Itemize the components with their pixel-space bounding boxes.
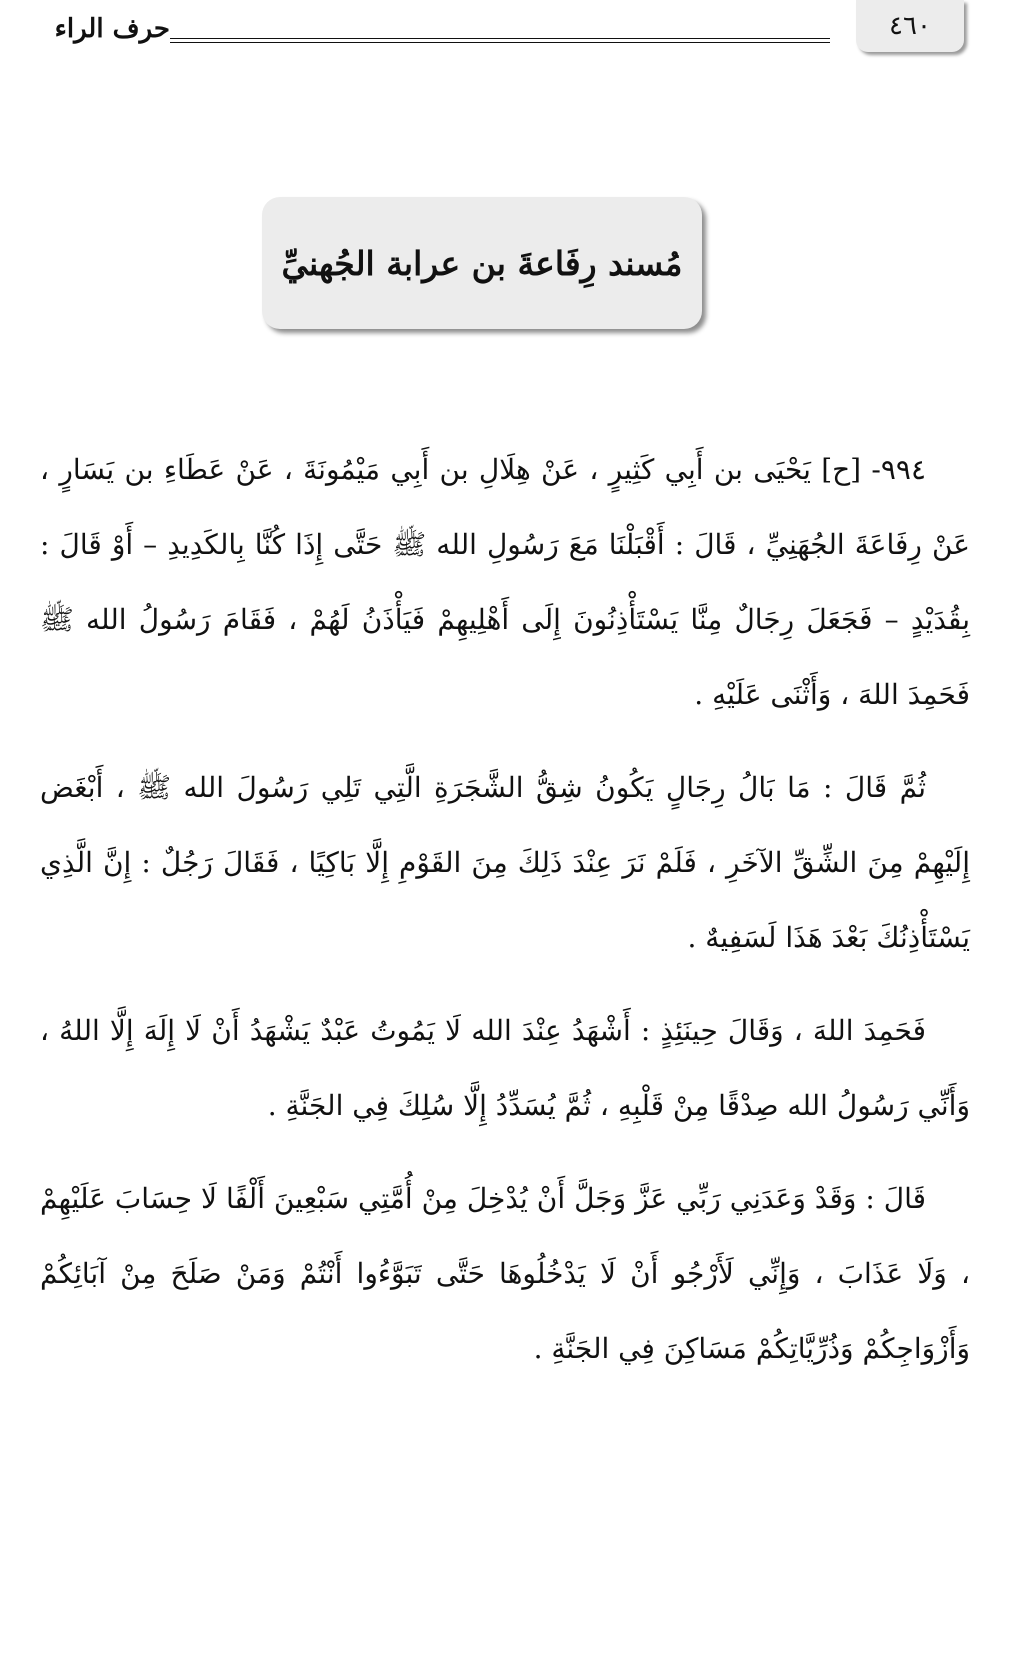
hadith-paragraph-3: فَحَمِدَ اللهَ ، وَقَالَ حِينَئِذٍ : أَشْهَدُ عِنْدَ الله لَا يَمُوتُ عَبْدٌ يَشْهَدُ أَنْ لَا إِلَهَ إِلَّا اللهُ ، وَأَنِّي رَسُولُ الله صِدْقًا مِنْ قَلْبِهِ ، ثُمَّ يُسَدِّدُ إِلَّا سُلِكَ فِي الجَنَّةِ . [40, 1014, 970, 1122]
header-double-rule [170, 38, 830, 39]
hadith-paragraph-4: قَالَ : وَقَدْ وَعَدَنِي رَبِّي عَزَّ وَجَلَّ أَنْ يُدْخِلَ مِنْ أُمَّتِي سَبْعِينَ أَلْفًا لَا حِسَابَ عَلَيْهِمْ ، وَلَا عَذَابَ ، وَإِنِّي لَأَرْجُو أَنْ لَا يَدْخُلُوهَا حَتَّى تَبَوَّءُوا أَنْتُمْ وَمَنْ صَلَحَ مِنْ آبَائِكُمْ وَأَزْوَاجِكُمْ وَذُرِّيَّاتِكُمْ مَسَاكِنَ فِي الجَنَّةِ . [40, 1182, 970, 1365]
page-number: ٤٦٠ [889, 11, 931, 41]
running-title: حرف الراء [54, 14, 170, 44]
section-title-box [262, 197, 702, 329]
hadith-text [40, 432, 970, 1404]
page-header [30, 0, 970, 60]
paragraph-text: [ح] يَحْيَى بن أَبِي كَثِيرٍ ، عَنْ هِلَالِ بن أَبِي مَيْمُونَةَ ، عَنْ عَطَاءِ بن يَسَارٍ ، عَنْ رِفَاعَةَ الجُهَنِيِّ ، قَالَ : أَقْبَلْنَا مَعَ رَسُولِ الله ﷺ حَتَّى إِذَا كُنَّا بِالكَدِيدِ – أَوْ قَالَ : بِقُدَيْدٍ – فَجَعَلَ رِجَالٌ مِنَّا يَسْتَأْذِنُونَ إِلَى أَهْلِيهِمْ فَيَأْذَنُ لَهُمْ ، فَقَامَ رَسُولُ الله ﷺ فَحَمِدَ اللهَ ، وَأَثْنَى عَلَيْهِ . [40, 453, 970, 711]
page-number-tab [856, 0, 964, 52]
hadith-paragraph-1 [40, 432, 970, 732]
hadith-paragraph-2: ثُمَّ قَالَ : مَا بَالُ رِجَالٍ يَكُونُ شِقُّ الشَّجَرَةِ الَّتِي تَلِي رَسُولَ الله ﷺ ، أَبْغَض إِلَيْهِمْ مِنَ الشِّقِّ الآخَرِ ، فَلَمْ نَرَ عِنْدَ ذَلِكَ مِنَ القَوْمِ إِلَّا بَاكِيًا ، فَقَالَ رَجُلٌ : إِنَّ الَّذِي يَسْتَأْذِنُكَ بَعْدَ هَذَا لَسَفِيهٌ . [40, 771, 970, 954]
hadith-number: ٩٩٤- [871, 453, 927, 486]
section-title: مُسند رِفَاعةَ بن عرابة الجُهنيِّ [281, 243, 683, 283]
